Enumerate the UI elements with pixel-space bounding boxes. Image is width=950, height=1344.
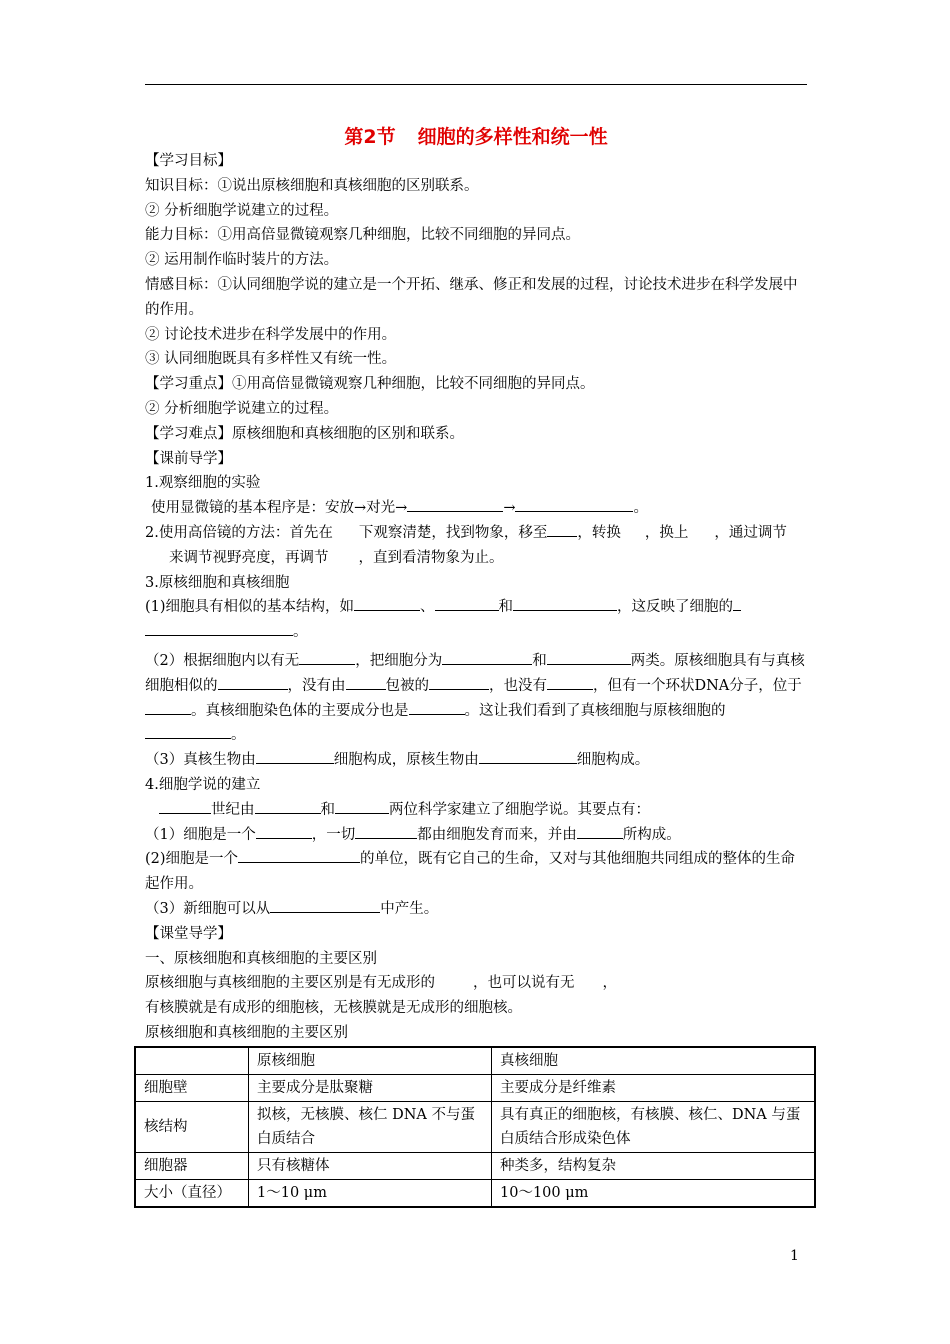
q4-title: 4.细胞学说的建立 bbox=[145, 776, 261, 793]
goal-emotion-2: ② 讨论技术进步在科学发展中的作用。 bbox=[145, 326, 397, 343]
table-row bbox=[135, 1102, 815, 1153]
blank[interactable] bbox=[270, 897, 380, 913]
blank[interactable] bbox=[442, 649, 532, 665]
blank[interactable] bbox=[346, 674, 386, 690]
blank[interactable] bbox=[145, 723, 231, 739]
blank[interactable] bbox=[429, 674, 489, 690]
q1-line: 使用显微镜的基本程序是：安放→对光→ → 。 bbox=[145, 496, 807, 521]
title-section: 第2节 bbox=[344, 126, 396, 148]
blank[interactable] bbox=[335, 798, 389, 814]
table-row bbox=[135, 1075, 815, 1102]
q2-text: 2.使用高倍镜的方法：首先在 下观察清楚，找到物象，移至 ，转换 ，换上 ，通过调节来调节视野亮度，再调节 ，直到看清物象为止。 bbox=[145, 521, 807, 571]
blank[interactable] bbox=[145, 620, 293, 636]
q4-3: （3）新细胞可以从 中产生。 bbox=[145, 897, 807, 922]
table-header-row bbox=[135, 1047, 815, 1075]
blank[interactable] bbox=[513, 595, 617, 611]
q4-2: (2)细胞是一个 的单位，既有它自己的生命，又对与其他细胞共同组成的整体的生命起作用。 bbox=[145, 847, 807, 897]
blank[interactable] bbox=[547, 674, 593, 690]
comparison-table bbox=[134, 1046, 816, 1208]
class-header: 【课堂导学】 bbox=[145, 925, 232, 942]
q3-1: (1)细胞具有相似的基本结构，如 、 和 ，这反映了细胞的 。 bbox=[145, 595, 807, 645]
page-number: 1 bbox=[790, 1248, 799, 1264]
blank[interactable] bbox=[547, 649, 631, 665]
table-cell: 细胞器 bbox=[135, 1153, 249, 1180]
q4-1: （1）细胞是一个 ，一切 都由细胞发育而来，并由 所构成。 bbox=[145, 823, 807, 848]
blank[interactable] bbox=[145, 699, 191, 715]
table-cell: 只有核糖体 bbox=[249, 1153, 492, 1180]
q3-2: （2）根据细胞内以有无 ，把细胞分为 和 两类。原核细胞具有与真核细胞相似的 ，没有由 包被的 ，也没有 ，但有一个环状DNA分子，位于。真核细胞染色体的主要成分也是 。这让我们看到了真核细胞与原核细胞的。 bbox=[145, 649, 807, 748]
table-cell: 主要成分是肽聚糖 bbox=[249, 1075, 492, 1102]
goal-knowledge-2: ② 分析细胞学说建立的过程。 bbox=[145, 202, 339, 219]
table-cell: 种类多，结构复杂 bbox=[492, 1153, 816, 1180]
blank[interactable] bbox=[159, 798, 211, 814]
blank[interactable] bbox=[547, 521, 577, 537]
table-cell: 拟核，无核膜、核仁 DNA 不与蛋白质结合 bbox=[249, 1102, 492, 1153]
table-row bbox=[135, 1180, 815, 1208]
blank[interactable] bbox=[256, 823, 312, 839]
q1-title: 1.观察细胞的实验 bbox=[145, 475, 261, 492]
table-cell: 原核细胞 bbox=[249, 1047, 492, 1075]
blank[interactable] bbox=[299, 649, 355, 665]
goal-emotion-3: ③ 认同细胞既具有多样性又有统一性。 bbox=[145, 351, 397, 368]
blank[interactable] bbox=[515, 496, 633, 512]
table-row bbox=[135, 1153, 815, 1180]
table-cell: 大小（直径） bbox=[135, 1180, 249, 1208]
goal-ability-1: 能力目标：①用高倍显微镜观察几种细胞，比较不同细胞的异同点。 bbox=[145, 227, 580, 244]
goal-ability-2: ② 运用制作临时装片的方法。 bbox=[145, 252, 339, 269]
page-title bbox=[145, 124, 807, 150]
section-1-text-b: 有核膜就是有成形的细胞核，无核膜就是无成形的细胞核。 bbox=[145, 1000, 522, 1017]
blank[interactable] bbox=[355, 823, 417, 839]
section-1-text-a: 原核细胞与真核细胞的主要区别是有无成形的 ，也可以说有无 ， bbox=[145, 975, 617, 992]
goals-header: 【学习目标】 bbox=[145, 153, 232, 169]
blank[interactable] bbox=[435, 595, 499, 611]
blank[interactable] bbox=[256, 748, 334, 764]
table-cell: 具有真正的细胞核，有核膜、核仁、DNA 与蛋白质结合形成染色体 bbox=[492, 1102, 816, 1153]
blank[interactable] bbox=[577, 823, 623, 839]
table-caption: 原核细胞和真核细胞的主要区别 bbox=[145, 1024, 348, 1041]
header-rule bbox=[145, 84, 807, 85]
table-cell: 真核细胞 bbox=[492, 1047, 816, 1075]
blank[interactable] bbox=[354, 595, 420, 611]
blank[interactable] bbox=[218, 674, 288, 690]
blank[interactable] bbox=[255, 798, 321, 814]
goal-emotion-1: 情感目标：①认同细胞学说的建立是一个开拓、继承、修正和发展的过程，讨论技术进步在科学发展中的作用。 bbox=[145, 276, 798, 318]
blank[interactable] bbox=[238, 847, 360, 863]
table-cell: 细胞壁 bbox=[135, 1075, 249, 1102]
key-point-1: 【学习重点】①用高倍显微镜观察几种细胞，比较不同细胞的异同点。 bbox=[145, 376, 595, 393]
q3-3: （3）真核生物由 细胞构成，原核生物由 细胞构成。 bbox=[145, 748, 807, 773]
difficulty: 【学习难点】原核细胞和真核细胞的区别和联系。 bbox=[145, 425, 464, 442]
goal-knowledge-1: 知识目标：①说出原核细胞和真核细胞的区别联系。 bbox=[145, 177, 479, 194]
table-cell: 核结构 bbox=[135, 1102, 249, 1153]
blank[interactable] bbox=[733, 595, 741, 611]
title-text: 细胞的多样性和统一性 bbox=[417, 126, 608, 148]
table-cell bbox=[135, 1047, 249, 1075]
pre-study-header: 【课前导学】 bbox=[145, 450, 232, 467]
blank[interactable] bbox=[409, 699, 465, 715]
q4-line: 世纪由 和 两位科学家建立了细胞学说。其要点有： bbox=[145, 798, 807, 823]
section-1-title: 一、原核细胞和真核细胞的主要区别 bbox=[145, 950, 377, 967]
table-cell: 主要成分是纤维素 bbox=[492, 1075, 816, 1102]
table-cell: 1～10 μm bbox=[249, 1180, 492, 1208]
table-cell: 10～100 μm bbox=[492, 1180, 816, 1208]
document-body bbox=[145, 149, 807, 1046]
key-point-2: ② 分析细胞学说建立的过程。 bbox=[145, 400, 339, 417]
blank[interactable] bbox=[407, 496, 503, 512]
blank[interactable] bbox=[479, 748, 577, 764]
q3-title: 3.原核细胞和真核细胞 bbox=[145, 574, 290, 591]
